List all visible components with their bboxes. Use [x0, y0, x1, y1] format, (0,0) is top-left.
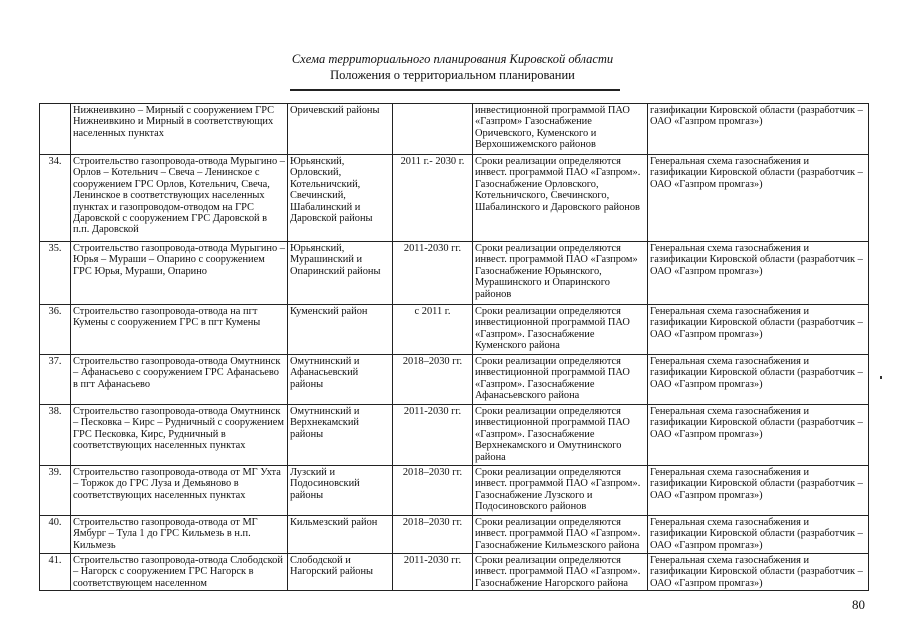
table-row	[40, 355, 869, 405]
row-number: 38.	[40, 405, 71, 466]
document-subtitle: Положения о территориальном планировании	[330, 68, 575, 82]
object-cell: Строительство газопровода-отвода Омутнинск – Афанасьево с сооружением ГРС Афанасьево в пгт Афанасьево	[71, 355, 288, 405]
object-cell: Строительство газопровода-отвода от МГ Ямбург – Тула 1 до ГРС Кильмезь в н.п. Кильмезь	[71, 516, 288, 554]
districts-cell: Кильмезский район	[288, 516, 393, 554]
period-cell: 2011 г.- 2030 г.	[393, 155, 473, 242]
document-cell: Генеральная схема газоснабжения и газификации Кировской области (разработчик – ОАО «Газпром промгаз»)	[648, 355, 869, 405]
object-cell: Строительство газопровода-отвода Мурыгино – Юрья – Мураши – Опарино с сооружением ГРС Юрья, Мураши, Опарино	[71, 242, 288, 305]
period-cell	[393, 104, 473, 155]
districts-cell: Оричевский районы	[288, 104, 393, 155]
object-cell: Строительство газопровода-отвода Омутнинск – Песковка – Кирс – Рудничный с сооружением ГРС Песковка, Кирс, Рудничный в соответствующих населенных пунктах	[71, 405, 288, 466]
districts-cell: Слободской и Нагорский районы	[288, 554, 393, 591]
row-number: 40.	[40, 516, 71, 554]
page-number: 80	[852, 597, 865, 612]
period-cell: с 2011 г.	[393, 305, 473, 355]
document-title: Схема территориального планирования Кировской области	[291, 52, 614, 66]
row-number: 35.	[40, 242, 71, 305]
period-cell: 2018–2030 гг.	[393, 516, 473, 554]
header-divider	[290, 89, 620, 91]
terms-cell: Сроки реализации определяются инвест. программой ПАО «Газпром». Газоснабжение Орловского, Котельничского, Свечинского, Шабалинского и Даровского районов	[473, 155, 648, 242]
document-cell: Генеральная схема газоснабжения и газификации Кировской области (разработчик – ОАО «Газпром промгаз»)	[648, 405, 869, 466]
terms-cell: Сроки реализации определяются инвестиционной программой ПАО «Газпром». Газоснабжение Верхнекамского и Омутнинского района	[473, 405, 648, 466]
object-cell: Нижнеивкино – Мирный с сооружением ГРС Нижнеивкино и Мирный в соответствующих населенных пунктах	[71, 104, 288, 155]
document-cell: Генеральная схема газоснабжения и газификации Кировской области (разработчик – ОАО «Газпром промгаз»)	[648, 242, 869, 305]
page-header	[0, 52, 905, 83]
table-row	[40, 516, 869, 554]
districts-cell: Лузский и Подосиновский районы	[288, 466, 393, 516]
object-cell: Строительство газопровода-отвода Мурыгино – Орлов – Котельнич – Свеча – Ленинское с сооружением ГРС Орлов, Котельнич, Свеча, Ленинское в соответствующих населенных пунктах и газопроводом-отводом на ГРС Даровской с сооружением ГРС Даровской в п.п. Даровской	[71, 155, 288, 242]
planning-table	[39, 103, 869, 591]
scan-mark	[880, 376, 882, 379]
document-cell: Генеральная схема газоснабжения и газификации Кировской области (разработчик – ОАО «Газпром промгаз»)	[648, 305, 869, 355]
document-cell: Генеральная схема газоснабжения и газификации Кировской области (разработчик – ОАО «Газпром промгаз»)	[648, 554, 869, 591]
districts-cell: Юрьянский, Орловский, Котельничский, Свечинский, Шабалинский и Даровской районы	[288, 155, 393, 242]
period-cell: 2011-2030 гг.	[393, 405, 473, 466]
table-row	[40, 104, 869, 155]
row-number	[40, 104, 71, 155]
table-row	[40, 155, 869, 242]
districts-cell: Омутнинский и Верхнекамский районы	[288, 405, 393, 466]
row-number: 39.	[40, 466, 71, 516]
terms-cell: Сроки реализации определяются инвест. программой ПАО «Газпром» Газоснабжение Юрьянского, Мурашинского и Опаринского районов	[473, 242, 648, 305]
period-cell: 2011-2030 гг.	[393, 554, 473, 591]
period-cell: 2018–2030 гг.	[393, 466, 473, 516]
period-cell: 2018–2030 гг.	[393, 355, 473, 405]
object-cell: Строительство газопровода-отвода от МГ Ухта – Торжок до ГРС Луза и Демьяново в соответствующих населенных пунктах	[71, 466, 288, 516]
document-cell: Генеральная схема газоснабжения и газификации Кировской области (разработчик – ОАО «Газпром промгаз»)	[648, 466, 869, 516]
period-cell: 2011-2030 гг.	[393, 242, 473, 305]
terms-cell: Сроки реализации определяются инвест. программой ПАО «Газпром». Газоснабжение Лузского и Подосиновского районов	[473, 466, 648, 516]
object-cell: Строительство газопровода-отвода Слободской – Нагорск с сооружением ГРС Нагорск в соответствующем населенном	[71, 554, 288, 591]
table-row	[40, 466, 869, 516]
districts-cell: Куменский район	[288, 305, 393, 355]
districts-cell: Омутнинский и Афанасьевский районы	[288, 355, 393, 405]
row-number: 37.	[40, 355, 71, 405]
table-row	[40, 405, 869, 466]
row-number: 36.	[40, 305, 71, 355]
terms-cell: инвестиционной программой ПАО «Газпром» Газоснабжение Оричевского, Куменского и Верхошижемского районов	[473, 104, 648, 155]
terms-cell: Сроки реализации определяются инвест. программой ПАО «Газпром». Газоснабжение Кильмезского района	[473, 516, 648, 554]
terms-cell: Сроки реализации определяются инвест. программой ПАО «Газпром». Газоснабжение Нагорского района	[473, 554, 648, 591]
document-cell: Генеральная схема газоснабжения и газификации Кировской области (разработчик – ОАО «Газпром промгаз»)	[648, 516, 869, 554]
terms-cell: Сроки реализации определяются инвестиционной программой ПАО «Газпром». Газоснабжение Афанасьевского района	[473, 355, 648, 405]
row-number: 41.	[40, 554, 71, 591]
document-cell: газификации Кировской области (разработчик – ОАО «Газпром промгаз»)	[648, 104, 869, 155]
document-cell: Генеральная схема газоснабжения и газификации Кировской области (разработчик – ОАО «Газпром промгаз»)	[648, 155, 869, 242]
table-row	[40, 305, 869, 355]
object-cell: Строительство газопровода-отвода на пгт Кумены с сооружением ГРС в пгт Кумены	[71, 305, 288, 355]
terms-cell: Сроки реализации определяются инвестиционной программой ПАО «Газпром». Газоснабжение Куменского района	[473, 305, 648, 355]
row-number: 34.	[40, 155, 71, 242]
table-row	[40, 242, 869, 305]
districts-cell: Юрьянский, Мурашинский и Опаринский районы	[288, 242, 393, 305]
table-row	[40, 554, 869, 591]
